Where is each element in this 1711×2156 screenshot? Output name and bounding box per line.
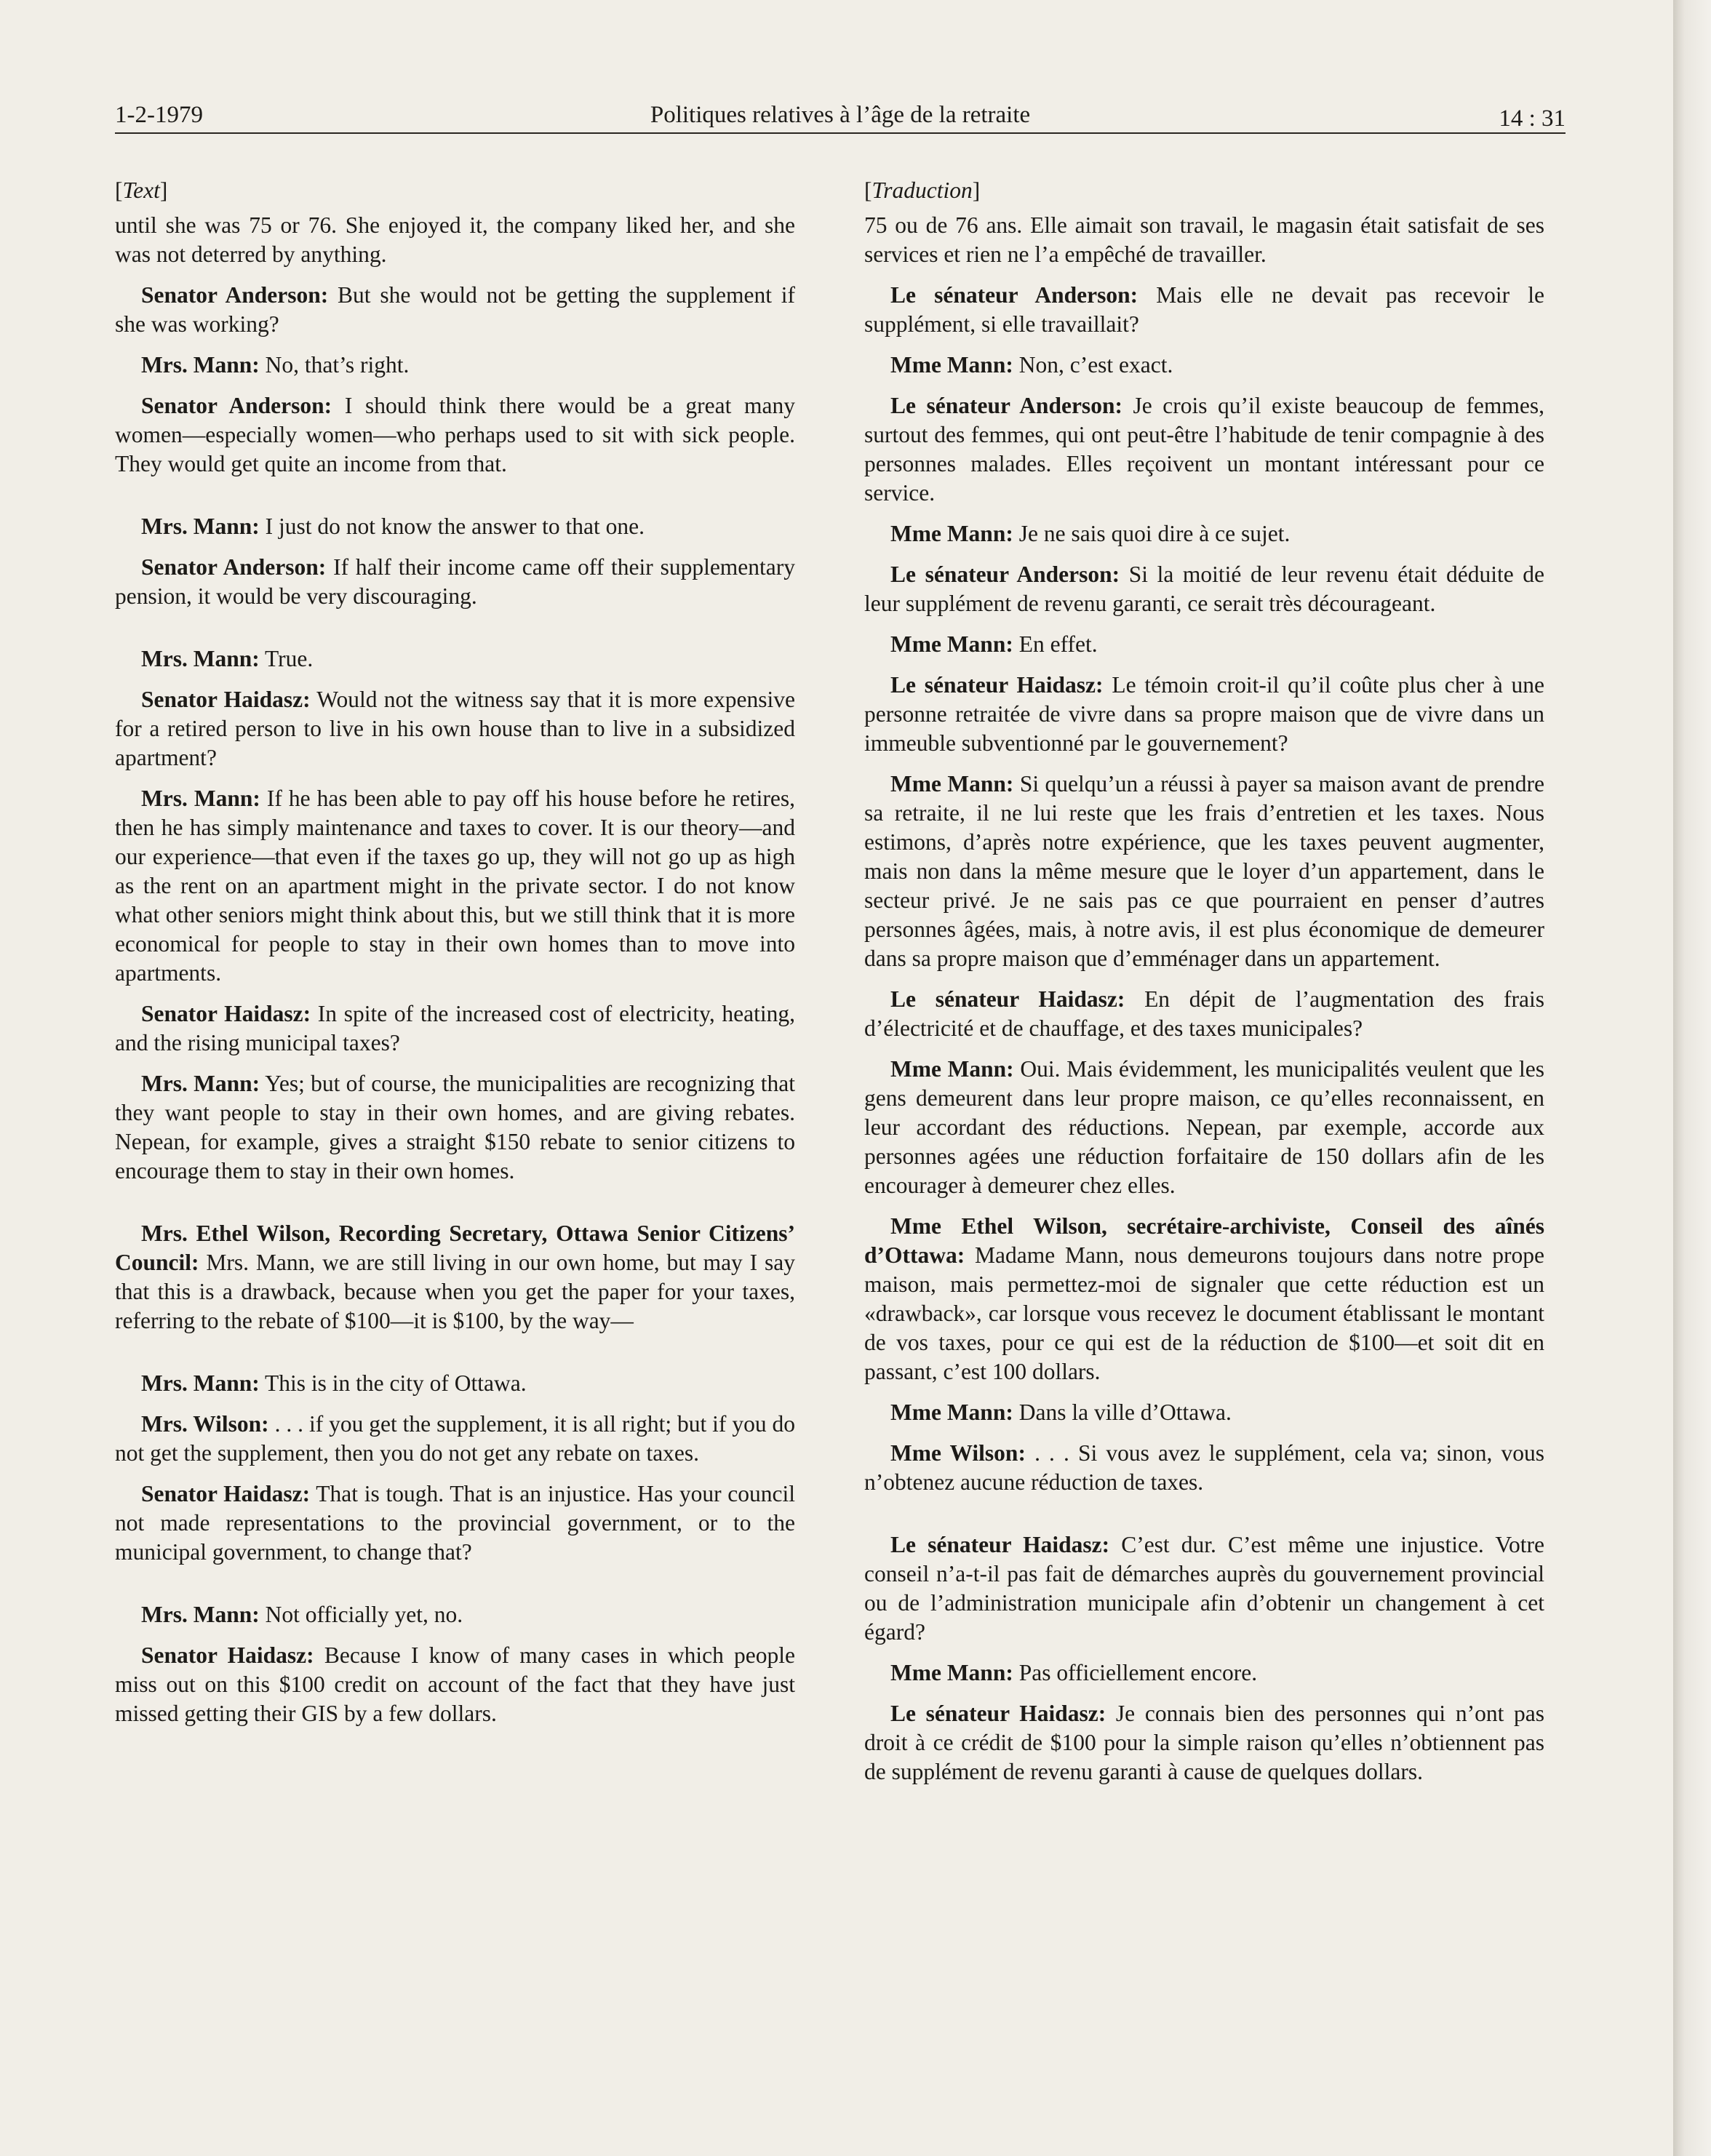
paragraph: Le sénateur Haidasz: Le témoin croit-il qu’il coûte plus cher à une personne retraitée de vivre dans sa propre maison que de vivre dans un immeuble subventionné par le gouvernement?: [864, 672, 1545, 756]
speaker: Mme Ethel Wilson, secrétaire-archiviste, Conseil des aînés d’Ottawa:: [864, 1213, 1544, 1268]
speaker: Senator Anderson:: [141, 554, 327, 580]
paragraph: Mme Mann: Dans la ville d’Ottawa.: [890, 1400, 1232, 1425]
speaker: Le sénateur Anderson:: [890, 562, 1120, 587]
header-date: 1-2-1979: [115, 102, 203, 128]
header-title: Politiques relatives à l’âge de la retraite: [650, 102, 1031, 128]
english-column-label: [Text]: [115, 177, 168, 203]
speaker: Mme Mann:: [890, 771, 1014, 796]
speaker: Senator Anderson:: [141, 393, 332, 418]
header-rule: [115, 132, 1566, 134]
speaker: Mrs. Mann:: [141, 514, 260, 539]
paragraph: Mrs. Mann: If he has been able to pay off his house before he retires, then he has simply maintenance and taxes to cover. It is our theory—and our experience—that even if the taxes go up, they will not go up as high as the rent on an apartment might in the private sector. I do not know what other seniors might think about this, but we still think that it is more economical for people to stay in their own homes than to move into apartments.: [115, 786, 796, 986]
running-header: [115, 102, 1566, 134]
french-column-label: [Traduction]: [864, 177, 981, 203]
paragraph: 75 ou de 76 ans. Elle aimait son travail, le magasin était satisfait de ses services et rien ne l’a empêché de travailler.: [864, 212, 1544, 267]
speaker: Le sénateur Haidasz:: [890, 1701, 1106, 1726]
speaker: Mme Mann:: [890, 1660, 1013, 1685]
page-edge: [1673, 0, 1711, 2156]
paragraph: Le sénateur Anderson: Je crois qu’il existe beaucoup de femmes, surtout des femmes, qui ont peut-être l’habitude de tenir compagnie à des personnes malades. Elles reçoivent un montant intéressant pour ce service.: [864, 393, 1545, 506]
page-number: 14 : 31: [1499, 105, 1566, 132]
paragraph: Mrs. Mann: True.: [141, 646, 314, 671]
paragraph: Le sénateur Haidasz: Je connais bien des personnes qui n’ont pas droit à ce crédit de $100 pour la simple raison qu’elles n’obtiennent pas de supplément de revenu garanti à cause de quelques dollars.: [864, 1701, 1545, 1784]
speaker: Mrs. Mann:: [141, 1071, 260, 1096]
speaker: Le sénateur Anderson:: [890, 282, 1138, 308]
speaker: Le sénateur Haidasz:: [890, 986, 1125, 1012]
french-column: [864, 176, 1544, 1798]
paragraph: Le sénateur Haidasz: En dépit de l’augmentation des frais d’électricité et de chauffage, et des taxes municipales?: [864, 986, 1544, 1041]
speaker: Le sénateur Haidasz:: [890, 672, 1104, 698]
paragraph: Mme Mann: En effet.: [890, 631, 1098, 657]
paragraph: Le sénateur Haidasz: C’est dur. C’est même une injustice. Votre conseil n’a-t-il pas fait de démarches auprès du gouvernement provincial ou de l’administration municipale afin d’obtenir un changement à cet égard?: [864, 1532, 1544, 1645]
paragraph: Mrs. Mann: Yes; but of course, the municipalities are recognizing that they want people to stay in their own homes, and are giving rebates. Nepean, for example, gives a straight $150 rebate to senior citizens to encourage them to stay in their own homes.: [115, 1071, 795, 1183]
paragraph: Mrs. Wilson: . . . if you get the supplement, it is all right; but if you do not get the supplement, then you do not get any rebate on taxes.: [115, 1411, 796, 1466]
speaker: Mme Mann:: [890, 1056, 1014, 1082]
paragraph: Senator Anderson: I should think there would be a great many women—especially women—who perhaps used to sit with sick people. They would get quite an income from that.: [115, 393, 796, 476]
paragraph: Senator Haidasz: Would not the witness say that it is more expensive for a retired person to live in his own house than to live in a subsidized apartment?: [115, 687, 795, 770]
speaker: Mrs. Ethel Wilson, Recording Secretary, Ottawa Senior Citizens’ Council:: [115, 1221, 795, 1275]
speaker: Mme Mann:: [890, 352, 1013, 378]
paragraph: Mme Mann: Oui. Mais évidemment, les municipalités veulent que les gens demeurent dans leur propre maison, ce qu’elles reconnaissent, en leur accordant des réductions. Nepean, par exemple, accorde aux personnes agées une réduction forfaitaire de 150 dollars afin de les encourager à demeurer chez elles.: [864, 1056, 1545, 1198]
paragraph: Senator Haidasz: Because I know of many cases in which people miss out on this $100 credit on account of the fact that they have just missed getting their GIS by a few dollars.: [115, 1642, 795, 1726]
paragraph: Mme Mann: Si quelqu’un a réussi à payer sa maison avant de prendre sa retraite, il ne lui reste que les frais d’entretien et les taxes. Nous estimons, d’après notre expérience, que les taxes peuvent augmenter, mais non dans la même mesure que le loyer d’un appartement, dans le secteur privé. Je ne sais pas ce que pourraient en penser d’autres personnes âgées, mais, à notre avis, il est plus économique de demeurer dans sa propre maison que d’emménager dans un appartement.: [864, 771, 1544, 971]
speaker: Senator Haidasz:: [141, 1481, 311, 1506]
paragraph: Mme Mann: Pas officiellement encore.: [890, 1660, 1258, 1685]
speaker: Senator Anderson:: [141, 282, 329, 308]
paragraph: Senator Anderson: But she would not be getting the supplement if she was working?: [115, 282, 796, 337]
paragraph: Senator Haidasz: That is tough. That is an injustice. Has your council not made representations to the provincial government, or to the municipal government, to change that?: [115, 1481, 795, 1565]
paragraph: Mrs. Ethel Wilson, Recording Secretary, Ottawa Senior Citizens’ Council: Mrs. Mann, we are still living in our own home, but may I say that this is a drawback, because when you get the paper for your taxes, referring to the rebate of $100—it is $100, by the way—: [115, 1221, 795, 1333]
speaker: Mrs. Wilson:: [141, 1411, 269, 1437]
paragraph: Mrs. Mann: I just do not know the answer to that one.: [141, 514, 645, 539]
paragraph: Senator Anderson: If half their income came off their supplementary pension, it would be very discouraging.: [115, 554, 796, 609]
speaker: Mme Mann:: [890, 521, 1013, 546]
paragraph: Mrs. Mann: Not officially yet, no.: [141, 1602, 463, 1627]
paragraph: Senator Haidasz: In spite of the increased cost of electricity, heating, and the rising municipal taxes?: [115, 1001, 795, 1055]
speaker: Mme Mann:: [890, 631, 1013, 657]
english-column: [115, 176, 795, 1740]
paragraph: until she was 75 or 76. She enjoyed it, the company liked her, and she was not deterred by anything.: [115, 212, 795, 267]
paragraph: Mme Wilson: . . . Si vous avez le supplément, cela va; sinon, vous n’obtenez aucune réduction de taxes.: [864, 1440, 1544, 1495]
speaker: Mme Wilson:: [890, 1440, 1026, 1466]
paragraph: Mrs. Mann: This is in the city of Ottawa.: [141, 1370, 527, 1396]
speaker: Mrs. Mann:: [141, 1602, 260, 1627]
paragraph: Mme Mann: Je ne sais quoi dire à ce sujet.: [890, 521, 1291, 546]
speaker: Mrs. Mann:: [141, 786, 260, 811]
paragraph: Le sénateur Anderson: Si la moitié de leur revenu était déduite de leur supplément de revenu garanti, ce serait très décourageant.: [864, 562, 1545, 616]
speaker: Senator Haidasz:: [141, 1001, 311, 1026]
paragraph: Mrs. Mann: No, that’s right.: [141, 352, 410, 378]
speaker: Mme Mann:: [890, 1400, 1013, 1425]
paragraph: Le sénateur Anderson: Mais elle ne devait pas recevoir le supplément, si elle travaillait?: [864, 282, 1545, 337]
speaker: Senator Haidasz:: [141, 687, 311, 712]
paragraph: Mme Mann: Non, c’est exact.: [890, 352, 1173, 378]
speaker: Mrs. Mann:: [141, 646, 260, 671]
speaker: Mrs. Mann:: [141, 352, 260, 378]
speaker: Senator Haidasz:: [141, 1642, 314, 1668]
speaker: Le sénateur Anderson:: [890, 393, 1122, 418]
paragraph: Mme Ethel Wilson, secrétaire-archiviste, Conseil des aînés d’Ottawa: Madame Mann, nous demeurons toujours dans notre prope maison, mais permettez-moi de signaler que cette réduction est un «drawback», car lorsque vous recevez le document établissant le montant de vos taxes, pour ce qui est de la réduction de $100—et soit dit en passant, c’est 100 dollars.: [864, 1213, 1545, 1384]
speaker: Le sénateur Haidasz:: [890, 1532, 1110, 1557]
speaker: Mrs. Mann:: [141, 1370, 260, 1396]
